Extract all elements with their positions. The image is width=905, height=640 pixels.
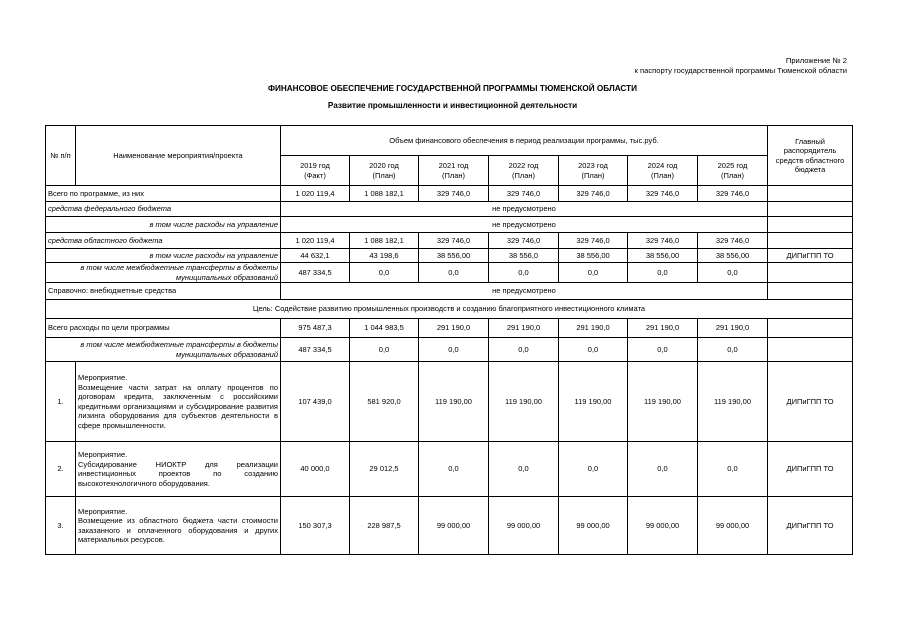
measure-text: Субсидирование НИОКТР для реализации инвестиционных проектов по созданию высокотехнологичного оборудования. [78,459,278,488]
row-label: в том числе расходы на управление [46,217,281,233]
value-cell: 329 746,0 [698,186,768,202]
row-label: Справочно: внебюджетные средства [46,283,281,300]
header-row-1 [46,126,853,156]
header-year-cell [419,156,489,186]
value-cell: 291 190,0 [559,319,628,338]
value-cell: 0,0 [559,442,628,497]
value-cell: 119 190,00 [489,362,559,442]
value-cell: 0,0 [419,263,489,283]
manager-cell [768,319,853,338]
value-cell: 0,0 [559,338,628,362]
manager-cell [768,338,853,362]
value-cell: 0,0 [489,442,559,497]
financing-table [45,125,853,555]
manager-cell [768,217,853,233]
value-cell: 43 198,6 [350,249,419,263]
value-cell: 487 334,5 [281,338,350,362]
row-label: средства областного бюджета [46,233,281,249]
measure-text: Возмещение из областного бюджета части стоимости заказанного и оплаченного оборудования и других материальных ресурсов. [78,516,278,544]
value-cell: 38 556,00 [419,249,489,263]
value-cell: 119 190,00 [419,362,489,442]
header-year-cell [350,156,419,186]
header-year: 2021 год [438,161,469,170]
value-cell: 975 487,3 [281,319,350,338]
value-cell: 38 556,00 [698,249,768,263]
measure-row [46,442,853,497]
row-regional-budget [46,233,853,249]
header-year-kind: (План) [581,170,605,180]
measure-description [76,497,281,555]
value-cell: 1 088 182,1 [350,233,419,249]
measure-num: 2. [46,442,76,497]
value-cell: 0,0 [419,338,489,362]
header-year: 2022 год [508,161,539,170]
value-cell: 38 556,0 [489,249,559,263]
document-title: ФИНАНСОВОЕ ОБЕСПЕЧЕНИЕ ГОСУДАРСТВЕННОЙ ПРОГРАММЫ ТЮМЕНСКОЙ ОБЛАСТИ [267,84,638,93]
value-cell: 0,0 [698,338,768,362]
value-cell: 291 190,0 [698,319,768,338]
measure-heading: Мероприятие. [78,373,128,382]
measure-row [46,497,853,555]
manager-cell [768,186,853,202]
measure-num: 1. [46,362,76,442]
header-year-cell [559,156,628,186]
header-year-cell [698,156,768,186]
value-cell: 0,0 [350,338,419,362]
header-year-kind: (Факт) [304,170,326,180]
header-year: 2024 год [647,161,678,170]
measure-heading: Мероприятие. [78,506,128,516]
header-year-kind: (План) [511,170,536,180]
manager-cell: ДИПиГПП ТО [768,249,853,263]
header-name: Наименование мероприятия/проекта [76,126,281,186]
value-cell: 119 190,00 [628,362,698,442]
value-cell: 38 556,00 [628,249,698,263]
value-cell: 0,0 [419,442,489,497]
annex-note [635,56,847,76]
value-cell: 40 000,0 [281,442,350,497]
measure-row [46,362,853,442]
annex-line-1: Приложение № 2 [785,56,847,65]
value-cell: 1 020 119,4 [281,186,350,202]
manager-cell [768,202,853,217]
value-cell: 99 000,00 [489,497,559,555]
value-cell: 1 044 983,5 [350,319,419,338]
header-num: № п/п [46,126,76,186]
row-goal-total [46,319,853,338]
row-label: в том числе межбюджетные трансферты в бюджеты муниципальных образований [46,263,281,283]
value-cell: 487 334,5 [281,263,350,283]
row-label: в том числе межбюджетные трансферты в бюджеты муниципальных образований [46,338,281,362]
row-label: Всего по программе, из них [46,186,281,202]
header-year: 2025 год [717,161,748,170]
value-cell: 0,0 [559,263,628,283]
value-cell: 329 746,0 [698,233,768,249]
header-year-kind: (План) [441,170,466,180]
measure-heading: Мероприятие. [78,450,128,459]
header-year-kind: (План) [720,170,745,180]
value-cell: 44 632,1 [281,249,350,263]
header-year-kind: (План) [372,170,396,180]
value-cell: 150 307,3 [281,497,350,555]
value-cell: 329 746,0 [628,186,698,202]
manager-cell: ДИПиГПП ТО [768,442,853,497]
goal-label: Цель: Содействие развитию промышленных производств и созданию благоприятного инвестиционного климата [46,300,853,319]
row-note: не предусмотрено [281,217,768,233]
row-regional-management [46,249,853,263]
value-cell: 0,0 [698,442,768,497]
header-year-kind: (План) [650,170,675,180]
row-label: Всего расходы по цели программы [46,319,281,338]
value-cell: 1 020 119,4 [281,233,350,249]
value-cell: 99 000,00 [698,497,768,555]
row-offbudget [46,283,853,300]
value-cell: 291 190,0 [489,319,559,338]
header-year-cell [489,156,559,186]
manager-cell: ДИПиГПП ТО [768,497,853,555]
row-goal [46,300,853,319]
value-cell: 291 190,0 [419,319,489,338]
header-year: 2023 год [578,161,608,170]
row-note: не предусмотрено [281,283,768,300]
row-label: в том числе расходы на управление [46,249,281,263]
header-manager: Главный распорядитель средств областного бюджета [768,126,853,186]
value-cell: 0,0 [489,338,559,362]
value-cell: 329 746,0 [489,233,559,249]
value-cell: 29 012,5 [350,442,419,497]
header-year-cell [281,156,350,186]
value-cell: 119 190,00 [559,362,628,442]
value-cell: 38 556,00 [559,249,628,263]
row-program-total [46,186,853,202]
value-cell: 107 439,0 [281,362,350,442]
annex-line-2: к паспорту государственной программы Тюменской области [634,66,847,75]
header-volume: Объем финансового обеспечения в период реализации программы, тыс.руб. [281,126,768,156]
value-cell: 329 746,0 [628,233,698,249]
value-cell: 0,0 [628,338,698,362]
value-cell: 329 746,0 [559,233,628,249]
row-federal-management [46,217,853,233]
row-regional-transfers [46,263,853,283]
value-cell: 0,0 [489,263,559,283]
measure-text: Возмещение части затрат на оплату процентов по договорам кредита, заключенным с российскими кредитными организациями и субсидирование развития лизинга оборудования для субъектов деятельности в сфере промышленности. [78,382,278,430]
manager-cell [768,283,853,300]
measure-num: 3. [46,497,76,555]
value-cell: 0,0 [698,263,768,283]
value-cell: 119 190,00 [698,362,768,442]
value-cell: 581 920,0 [350,362,419,442]
value-cell: 0,0 [350,263,419,283]
manager-cell [768,233,853,249]
value-cell: 228 987,5 [350,497,419,555]
value-cell: 291 190,0 [628,319,698,338]
value-cell: 329 746,0 [559,186,628,202]
value-cell: 99 000,00 [419,497,489,555]
value-cell: 99 000,00 [559,497,628,555]
value-cell: 329 746,0 [419,233,489,249]
measure-description [76,442,281,497]
header-year: 2020 год [369,161,399,170]
value-cell: 0,0 [628,442,698,497]
value-cell: 0,0 [628,263,698,283]
measure-description [76,362,281,442]
document-subtitle: Развитие промышленности и инвестиционной деятельности [327,101,578,110]
header-year: 2019 год [300,161,330,170]
manager-cell: ДИПиГПП ТО [768,362,853,442]
value-cell: 1 088 182,1 [350,186,419,202]
row-federal-budget [46,202,853,217]
value-cell: 329 746,0 [489,186,559,202]
manager-cell [768,263,853,283]
header-year-cell [628,156,698,186]
row-note: не предусмотрено [281,202,768,217]
value-cell: 99 000,00 [628,497,698,555]
value-cell: 329 746,0 [419,186,489,202]
row-label: средства федерального бюджета [46,202,281,217]
row-goal-transfers [46,338,853,362]
